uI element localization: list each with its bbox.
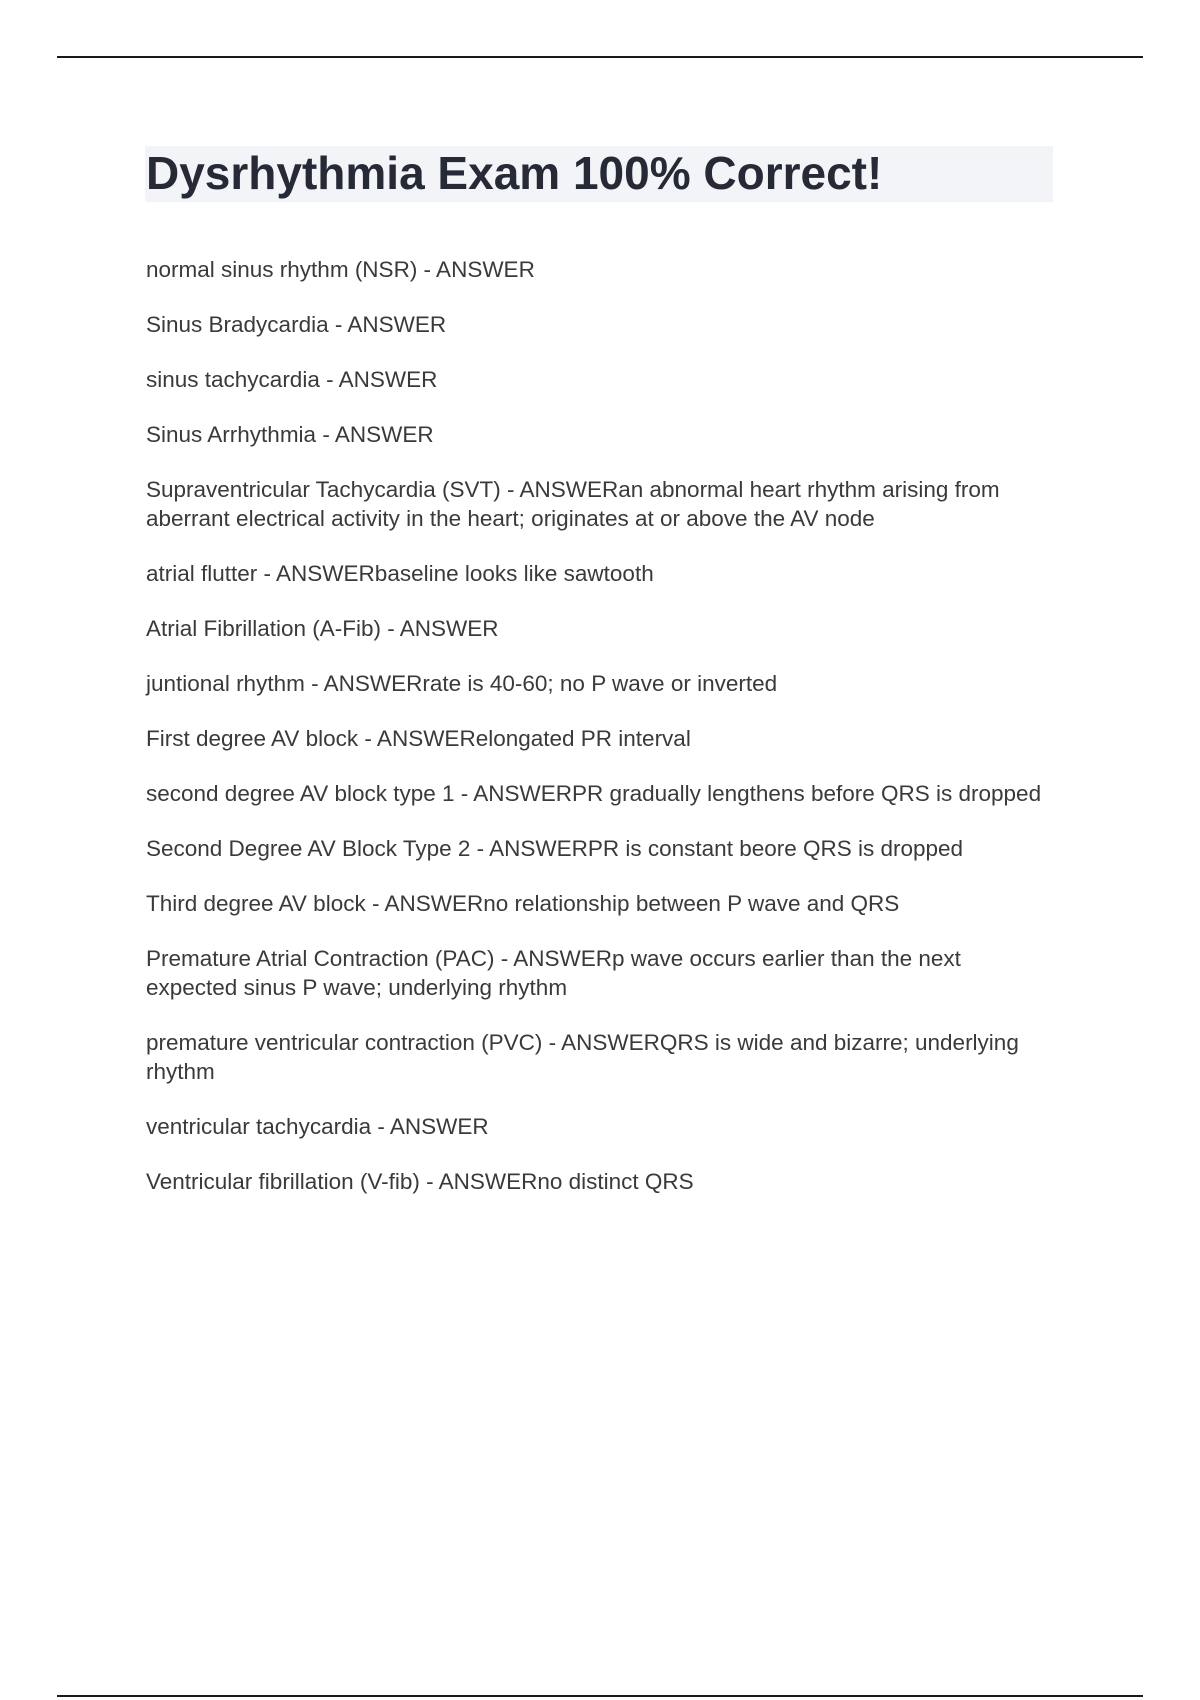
list-item: First degree AV block - ANSWERelongated PR interval: [146, 726, 691, 751]
list-item: atrial flutter - ANSWERbaseline looks like sawtooth: [146, 561, 654, 586]
list-item: Premature Atrial Contraction (PAC) - ANSWERp wave occurs earlier than the next expected sinus P wave; underlying rhythm: [146, 946, 961, 1000]
list-item: Atrial Fibrillation (A-Fib) - ANSWER: [146, 616, 499, 641]
list-item: sinus tachycardia - ANSWER: [146, 367, 438, 392]
question-answer-list: [146, 255, 1046, 1222]
list-item: second degree AV block type 1 - ANSWERPR gradually lengthens before QRS is dropped: [146, 781, 1042, 806]
document-title: Dysrhythmia Exam 100% Correct!: [146, 147, 883, 199]
bottom-rule: [57, 1695, 1143, 1697]
list-item: Third degree AV block - ANSWERno relationship between P wave and QRS: [146, 891, 900, 916]
list-item: Sinus Arrhythmia - ANSWER: [146, 422, 434, 447]
list-item: ventricular tachycardia - ANSWER: [146, 1114, 489, 1139]
list-item: premature ventricular contraction (PVC) - ANSWERQRS is wide and bizarre; underlying rhythm: [146, 1030, 1019, 1084]
list-item: Ventricular fibrillation (V-fib) - ANSWERno distinct QRS: [146, 1169, 694, 1194]
list-item: Second Degree AV Block Type 2 - ANSWERPR is constant beore QRS is dropped: [146, 836, 964, 861]
list-item: normal sinus rhythm (NSR) - ANSWER: [146, 257, 535, 282]
top-rule: [57, 56, 1143, 58]
list-item: Sinus Bradycardia - ANSWER: [146, 312, 447, 337]
list-item: juntional rhythm - ANSWERrate is 40-60; no P wave or inverted: [146, 671, 778, 696]
list-item: Supraventricular Tachycardia (SVT) - ANSWERan abnormal heart rhythm arising from aberrant electrical activity in the heart; originates at or above the AV node: [146, 477, 1000, 531]
